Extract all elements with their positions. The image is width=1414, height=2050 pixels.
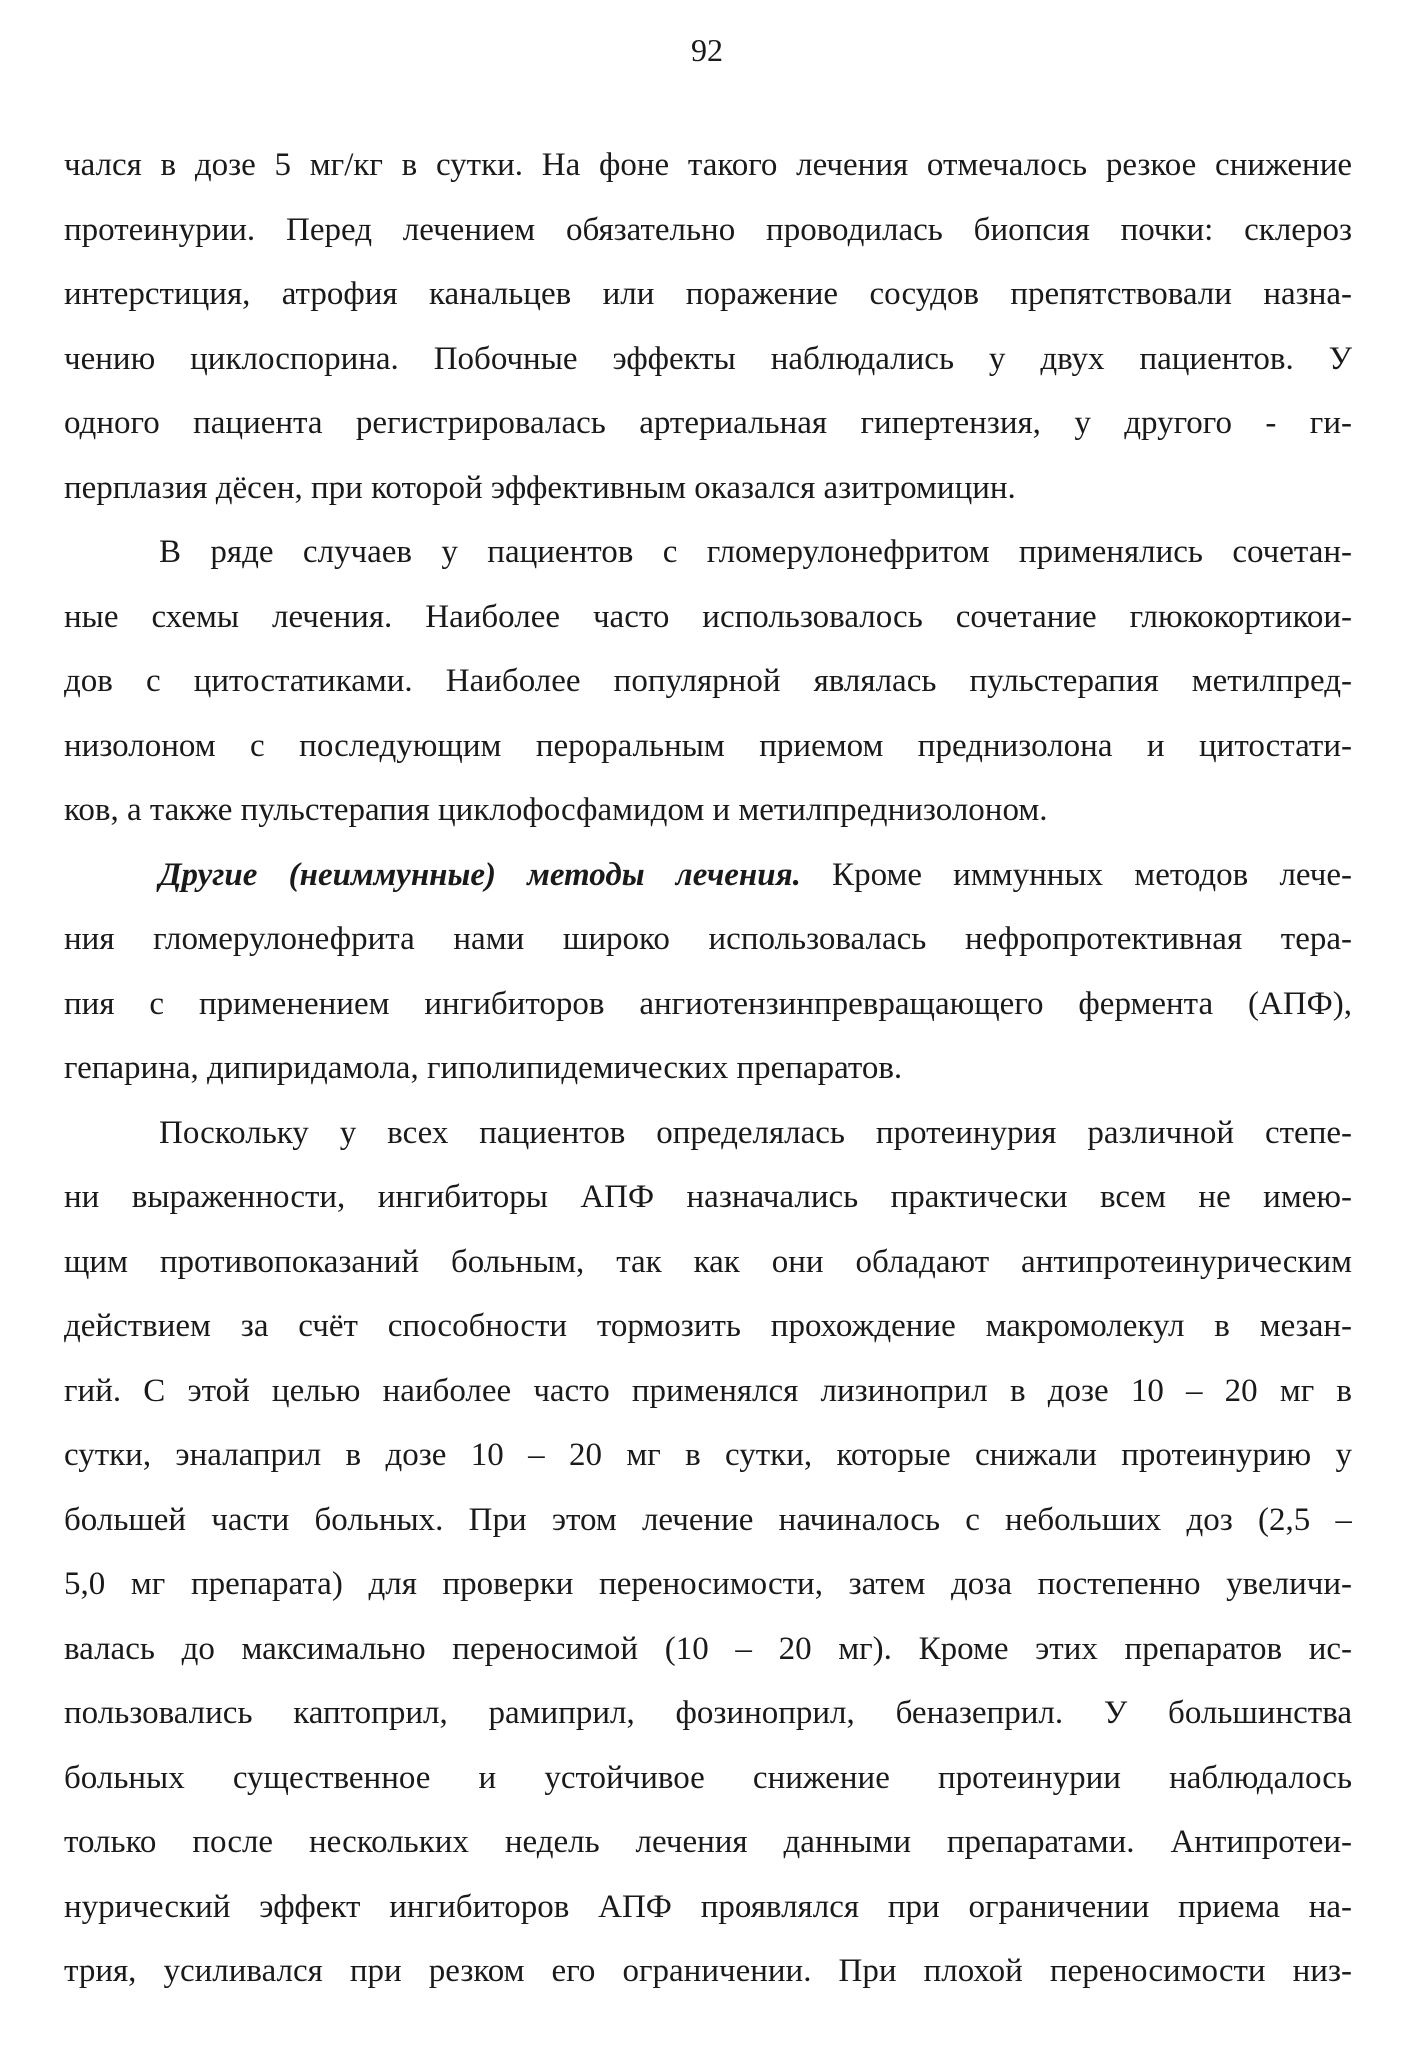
paragraph <box>64 133 1352 520</box>
text-line: больных существенное и устойчивое снижение протеинурии наблюдалось <box>64 1759 1352 1796</box>
text-line: интерстиция, атрофия канальцев или поражение сосудов препятствовали назна- <box>64 276 1352 312</box>
text-line: пия с применением ингибиторов ангиотензинпревращающего фермента (АПФ), <box>64 985 1352 1022</box>
text-line: чался в дозе 5 мг/кг в сутки. На фоне такого лечения отмечалось резкое снижение <box>64 147 1352 183</box>
text-line: действием за счёт способности тормозить прохождение макромолекул в мезан- <box>64 1308 1352 1344</box>
text-line <box>64 843 1352 908</box>
paragraph <box>64 843 1352 1101</box>
text-line: трия, усиливался при резком его ограничении. При плохой переносимости низ- <box>64 1953 1352 1989</box>
text-line: перплазия дёсен, при которой эффективным оказался азитромицин. <box>64 469 1016 506</box>
text-line: 5,0 мг препарата) для проверки переносимости, затем доза постепенно увеличи- <box>64 1566 1352 1602</box>
page-number: 92 <box>691 32 723 68</box>
text-line: щим противопоказаний больным, так как они обладают антипротеинурическим <box>64 1243 1352 1280</box>
text-run: Кроме иммунных методов лече- <box>800 856 1352 893</box>
text-line: одного пациента регистрировалась артериальная гипертензия, у другого - ги- <box>64 405 1352 441</box>
text-line: валась до максимально переносимой (10 – 20 мг). Кроме этих препаратов ис- <box>64 1630 1352 1667</box>
text-line: Поскольку у всех пациентов определялась протеинурия различной степе- <box>159 1114 1352 1151</box>
text-line: ные схемы лечения. Наиболее часто использовалось сочетание глюкокортикои- <box>64 598 1352 635</box>
text-line: гий. С этой целью наиболее часто применялся лизиноприл в дозе 10 – 20 мг в <box>64 1372 1352 1409</box>
text-line: большей части больных. При этом лечение начиналось с небольших доз (2,5 – <box>64 1501 1352 1538</box>
text-line: чению циклоспорина. Побочные эффекты наблюдались у двух пациентов. У <box>64 340 1352 377</box>
text-line: сутки, эналаприл в дозе 10 – 20 мг в сутки, которые снижали протеинурию у <box>64 1437 1352 1473</box>
text-line: только после нескольких недель лечения данными препаратами. Антипротеи- <box>64 1824 1352 1860</box>
text-line: ния гломерулонефрита нами широко использовалась нефропротективная тера- <box>64 921 1352 957</box>
text-line: низолоном с последующим пероральным приемом преднизолона и цитостати- <box>64 727 1352 764</box>
text-line: протеинурии. Перед лечением обязательно проводилась биопсия почки: склероз <box>64 211 1352 248</box>
paragraph <box>64 520 1352 843</box>
text-line: ни выраженности, ингибиторы АПФ назначались практически всем не имею- <box>64 1179 1352 1215</box>
body-text <box>64 133 1352 2004</box>
text-line: нурический эффект ингибиторов АПФ проявлялся при ограничении приема на- <box>64 1888 1352 1925</box>
text-line: пользовались каптоприл, рамиприл, фозиноприл, беназеприл. У большинства <box>64 1695 1352 1731</box>
text-line: гепарина, дипиридамола, гиполипидемических препаратов. <box>64 1050 903 1086</box>
paragraph <box>64 1101 1352 2004</box>
section-heading: Другие (неиммунные) методы лечения. <box>159 856 801 893</box>
text-line: дов с цитостатиками. Наиболее популярной являлась пульстерапия метилпред- <box>64 663 1352 699</box>
text-line: ков, а также пульстерапия циклофосфамидом и метилпреднизолоном. <box>64 792 1048 828</box>
text-line: В ряде случаев у пациентов с гломерулонефритом применялись сочетан- <box>159 534 1352 570</box>
